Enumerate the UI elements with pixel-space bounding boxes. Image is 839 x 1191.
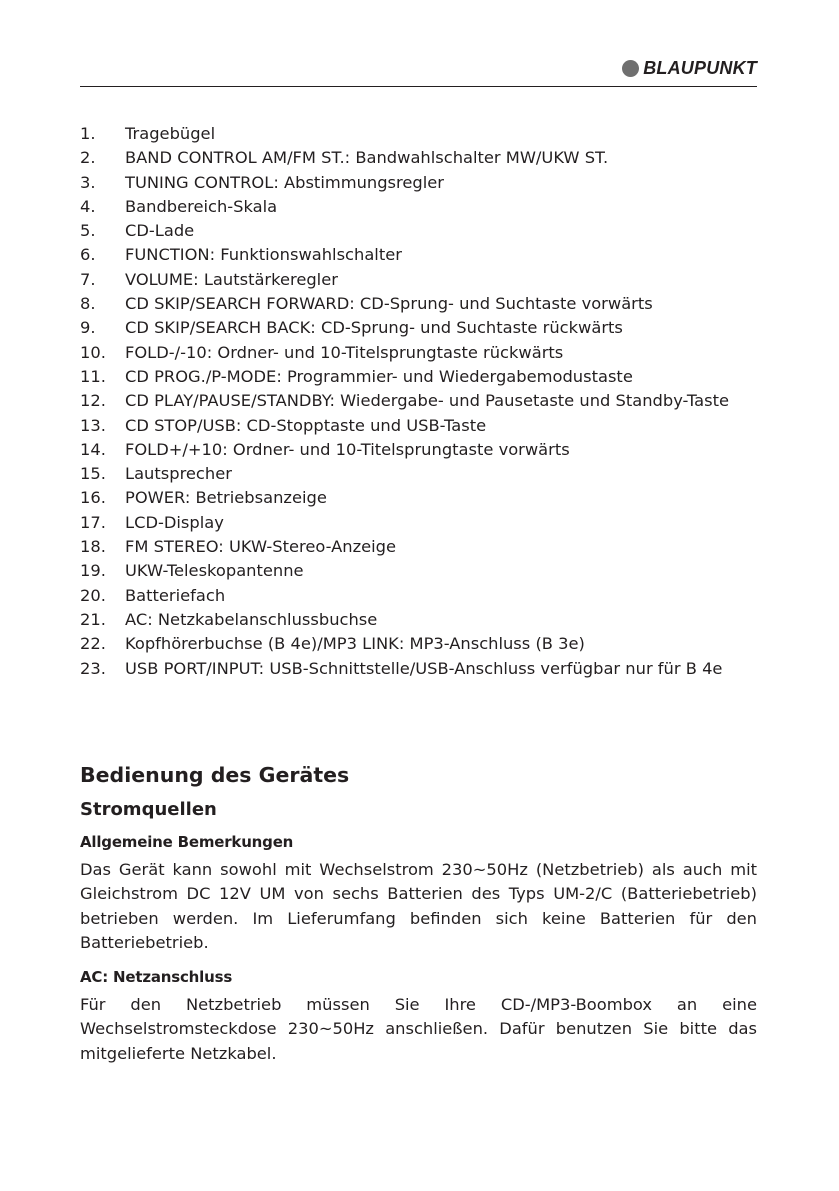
item-number: 20.: [80, 585, 106, 605]
operation-section: [80, 762, 757, 1066]
list-item: [80, 243, 757, 267]
list-item: [80, 559, 757, 583]
item-text: VOLUME: Lautstärkeregler: [125, 269, 338, 289]
item-number: 9.: [80, 318, 96, 338]
item-text: CD STOP/USB: CD-Stopptaste und USB-Taste: [125, 415, 487, 435]
list-item: [80, 341, 757, 365]
item-text: CD PLAY/PAUSE/STANDBY: Wiedergabe- und Pausetaste und Standby-Taste: [125, 391, 730, 411]
item-text: LCD-Display: [125, 512, 224, 532]
item-number: 12.: [80, 391, 106, 411]
list-item: [80, 171, 757, 195]
item-number: 1.: [80, 124, 96, 143]
item-number: 22.: [80, 634, 106, 654]
item-text: CD SKIP/SEARCH FORWARD: CD-Sprung- und Suchtaste vorwärts: [125, 294, 653, 314]
item-number: 3.: [80, 172, 96, 192]
list-item: [80, 438, 757, 462]
item-text: CD PROG./P-MODE: Programmier- und Wiedergabemodustaste: [125, 366, 633, 386]
item-number: 14.: [80, 439, 106, 459]
item-number: 13.: [80, 415, 106, 435]
item-number: 16.: [80, 488, 106, 508]
page-header: [80, 55, 757, 87]
item-number: 21.: [80, 609, 106, 629]
item-text: FOLD+/+10: Ordner- und 10-Titelsprungtaste vorwärts: [125, 439, 570, 459]
item-number: 15.: [80, 464, 106, 484]
list-item: [80, 122, 757, 146]
item-text: Tragebügel: [125, 124, 216, 143]
item-number: 17.: [80, 512, 106, 532]
list-item: [80, 632, 757, 656]
item-number: 4.: [80, 196, 96, 216]
item-text: UKW-Teleskopantenne: [125, 561, 304, 581]
list-item: [80, 584, 757, 608]
section-title: Bedienung des Gerätes: [80, 763, 350, 787]
item-number: 5.: [80, 221, 96, 241]
list-item: [80, 146, 757, 170]
ac-paragraph: Für den Netzbetrieb müssen Sie Ihre CD-/MP3-Boombox an eine Wechselstromsteckdose 230~50Hz anschließen. Dafür benutzen Sie bitte das mitgelieferte Netzkabel.: [80, 995, 757, 1063]
item-number: 2.: [80, 148, 96, 168]
list-item: [80, 414, 757, 438]
item-text: POWER: Betriebsanzeige: [125, 488, 327, 508]
list-item: [80, 535, 757, 559]
item-number: 18.: [80, 537, 106, 557]
item-text: BAND CONTROL AM/FM ST.: Bandwahlschalter MW/UKW ST.: [125, 148, 609, 168]
list-item: [80, 608, 757, 632]
list-item: [80, 657, 757, 681]
item-number: 8.: [80, 294, 96, 314]
item-number: 23.: [80, 658, 106, 678]
list-item: [80, 511, 757, 535]
list-item: [80, 486, 757, 510]
item-number: 19.: [80, 561, 106, 581]
item-text: Kopfhörerbuchse (B 4e)/MP3 LINK: MP3-Anschluss (B 3e): [125, 634, 585, 654]
item-text: AC: Netzkabelanschlussbuchse: [125, 609, 378, 629]
list-item: [80, 462, 757, 486]
item-text: TUNING CONTROL: Abstimmungsregler: [125, 172, 444, 192]
item-text: CD SKIP/SEARCH BACK: CD-Sprung- und Suchtaste rückwärts: [125, 318, 623, 338]
item-text: Lautsprecher: [125, 464, 232, 484]
item-text: FUNCTION: Funktionswahlschalter: [125, 245, 402, 265]
item-text: Bandbereich-Skala: [125, 196, 278, 216]
brand-logo: [622, 58, 757, 79]
list-item: [80, 316, 757, 340]
parts-list: [80, 122, 757, 681]
list-item: [80, 389, 757, 413]
item-text: USB PORT/INPUT: USB-Schnittstelle/USB-Anschluss verfügbar nur für B 4e: [125, 658, 723, 678]
list-item: [80, 195, 757, 219]
item-text: CD-Lade: [125, 221, 195, 241]
item-number: 11.: [80, 366, 106, 386]
item-number: 10.: [80, 342, 106, 362]
list-item: [80, 219, 757, 243]
item-text: FM STEREO: UKW-Stereo-Anzeige: [125, 537, 397, 557]
item-text: FOLD-/-10: Ordner- und 10-Titelsprungtaste rückwärts: [125, 342, 564, 362]
item-number: 7.: [80, 269, 96, 289]
general-heading: Allgemeine Bemerkungen: [80, 833, 294, 851]
ac-heading: AC: Netzanschluss: [80, 968, 233, 987]
brand-name: BLAUPUNKT: [643, 58, 757, 78]
item-text: Batteriefach: [125, 585, 226, 605]
list-item: [80, 268, 757, 292]
item-number: 6.: [80, 245, 96, 265]
general-paragraph: Das Gerät kann sowohl mit Wechselstrom 230~50Hz (Netzbetrieb) als auch mit Gleichstrom DC 12V UM von sechs Batterien des Typs UM-2/C (Batteriebetrieb) betrieben werden. Im Lieferumfang befinden sich keine Batterien für den Batteriebetrieb.: [80, 860, 757, 952]
list-item: [80, 292, 757, 316]
section-subtitle: Stromquellen: [80, 799, 217, 820]
brand-dot-icon: [622, 60, 639, 77]
list-item: [80, 365, 757, 389]
